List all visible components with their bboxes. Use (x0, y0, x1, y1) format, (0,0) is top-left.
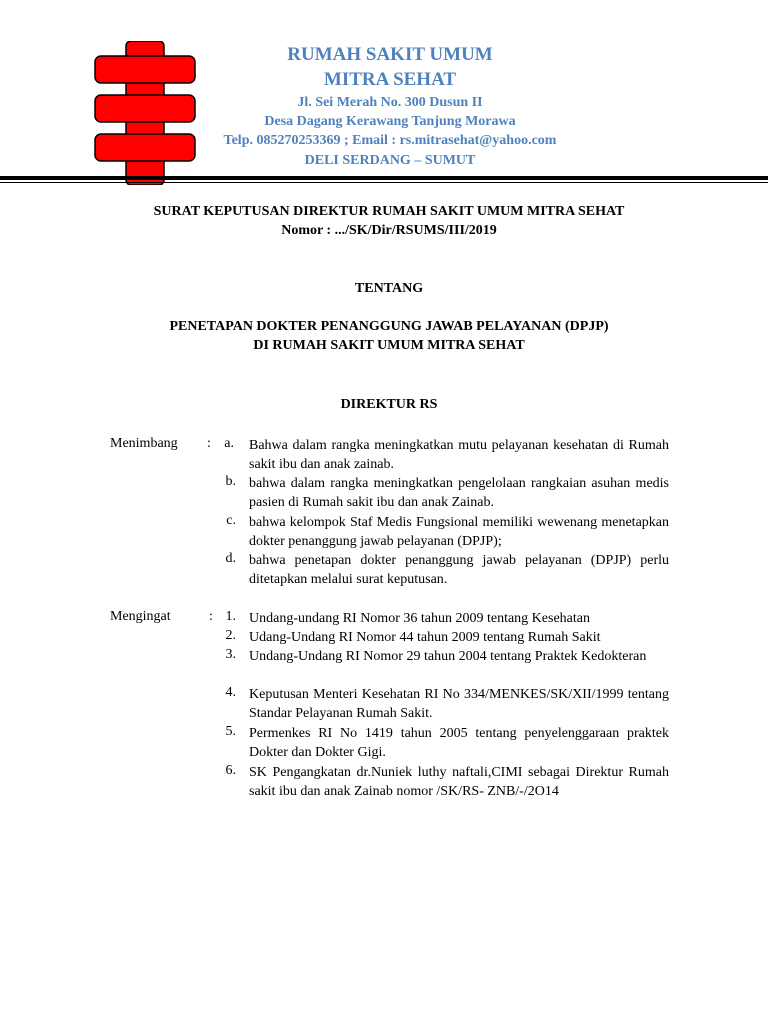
region-line: DELI SERDANG – SUMUT (304, 153, 476, 168)
mengingat-colon: : (209, 609, 213, 624)
menimbang-mark-a: a. (224, 436, 234, 451)
mengingat-mark-1: 1. (225, 609, 236, 624)
decree-title: SURAT KEPUTUSAN DIREKTUR RUMAH SAKIT UMUM MITRA SEHAT (153, 204, 625, 219)
decree-number: Nomor : .../SK/Dir/RSUMS/III/2019 (281, 223, 497, 238)
mengingat-mark-6: 6. (225, 763, 236, 778)
menimbang-item-c: bahwa kelompok Staf Medis Fungsional memiliki wewenang menetapkan dokter penanggung jawab pelayanan (DPJP); (249, 515, 669, 549)
mengingat-mark-5: 5. (225, 724, 236, 739)
about-heading: TENTANG (354, 281, 424, 296)
header-divider-thin (0, 182, 768, 183)
mengingat-item-2: Udang-Undang RI Nomor 44 tahun 2009 tentang Rumah Sakit (249, 630, 601, 645)
address-line1: Jl. Sei Merah No. 300 Dusun II (297, 95, 483, 110)
menimbang-item-a: Bahwa dalam rangka meningkatkan mutu pelayanan kesehatan di Rumah sakit ibu dan anak zainab. (249, 438, 669, 472)
mengingat-mark-2: 2. (225, 628, 236, 643)
mengingat-item-6: SK Pengangkatan dr.Nuniek luthy naftali,CIMI sebagai Direktur Rumah sakit ibu dan anak Zainab nomor /SK/RS- ZNB/-/2O14 (249, 765, 669, 799)
subject-line2: DI RUMAH SAKIT UMUM MITRA SEHAT (253, 338, 525, 353)
contact-line: Telp. 085270253369 ; Email : rs.mitrasehat@yahoo.com (223, 133, 557, 148)
mengingat-item-5: Permenkes RI No 1419 tahun 2005 tentang penyelenggaraan praktek Dokter dan Dokter Gigi. (249, 726, 669, 760)
mengingat-item-1: Undang-undang RI Nomor 36 tahun 2009 tentang Kesehatan (249, 611, 590, 626)
menimbang-item-d: bahwa penetapan dokter penanggung jawab pelayanan (DPJP) perlu ditetapkan melalui surat keputusan. (249, 553, 669, 587)
mengingat-item-4: Keputusan Menteri Kesehatan RI No 334/MENKES/SK/XII/1999 tentang Standar Pelayanan Rumah Sakit. (249, 687, 669, 721)
menimbang-mark-b: b. (225, 474, 236, 489)
mengingat-mark-4: 4. (225, 685, 236, 700)
mengingat-label: Mengingat (110, 609, 171, 624)
hospital-name-line1: RUMAH SAKIT UMUM (287, 44, 493, 65)
menimbang-label: Menimbang (110, 436, 178, 451)
menimbang-item-b: bahwa dalam rangka meningkatkan pengelolaan rangkaian asuhan medis pasien di Rumah sakit ibu dan anak Zainab. (249, 476, 669, 510)
hospital-name-line2: MITRA SEHAT (323, 69, 457, 90)
address-line2: Desa Dagang Kerawang Tanjung Morawa (264, 114, 516, 129)
director-heading: DIREKTUR RS (340, 397, 438, 412)
subject-line1: PENETAPAN DOKTER PENANGGUNG JAWAB PELAYANAN (DPJP) (169, 319, 609, 334)
menimbang-mark-d: d. (225, 551, 236, 566)
mengingat-item-3: Undang-Undang RI Nomor 29 tahun 2004 tentang Praktek Kedokteran (249, 649, 647, 664)
menimbang-mark-c: c. (226, 513, 236, 528)
mengingat-mark-3: 3. (225, 647, 236, 662)
header-divider-thick (0, 176, 768, 180)
menimbang-colon: : (207, 436, 211, 451)
